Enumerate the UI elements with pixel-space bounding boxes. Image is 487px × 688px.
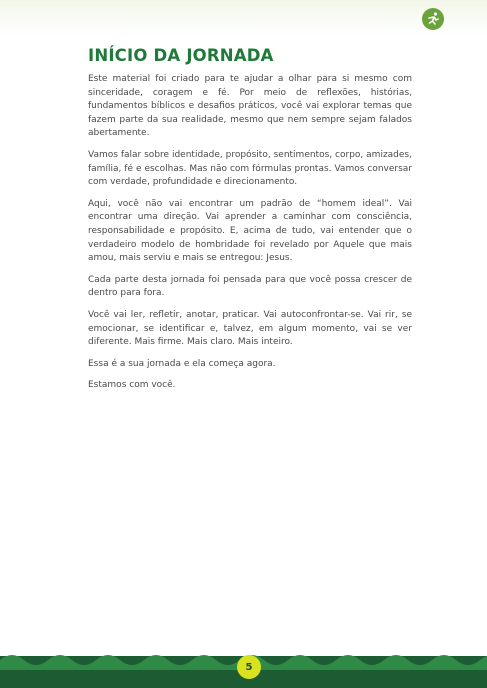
page-title: INÍCIO DA JORNADA	[88, 46, 274, 65]
paragraph: Aqui, você não vai encontrar um padrão de “homem ideal”. Vai encontrar uma direção. Vai aprender a caminhar com consciência, responsabilidade e propósito. E, acima de tudo, vai entender que o verdadeiro modelo de hombridade foi revelado por Aquele que mais amou, mais serviu e mais se entregou: Jesus.	[88, 198, 412, 264]
paragraph: Vamos falar sobre identidade, propósito, sentimentos, corpo, amizades, família, fé e escolhas. Mas não com fórmulas prontas. Vamos conversar com verdade, profundidade e direcionamento.	[88, 149, 412, 188]
header-band	[0, 0, 487, 36]
paragraph: Você vai ler, refletir, anotar, praticar. Vai autoconfrontar-se. Vai rir, se emocionar, se identificar e, talvez, em algum momento, vai se ver diferente. Mais firme. Mais claro. Mais inteiro.	[88, 309, 412, 348]
running-figure-icon	[422, 8, 444, 30]
paragraph: Estamos com você.	[88, 380, 176, 391]
paragraph: Cada parte desta jornada foi pensada para que você possa crescer de dentro para fora.	[88, 274, 412, 299]
paragraph: Este material foi criado para te ajudar a olhar para si mesmo com sinceridade, coragem e fé. Por meio de reflexões, histórias, fundamentos bíblicos e desafios práticos, você vai explorar temas que fazem parte da sua realidade, mesmo que nem sempre sejam falados abertamente.	[88, 74, 412, 139]
paragraph: Essa é a sua jornada e ela começa agora.	[88, 358, 276, 369]
main-content	[88, 46, 412, 401]
page-number: 5	[237, 655, 261, 679]
